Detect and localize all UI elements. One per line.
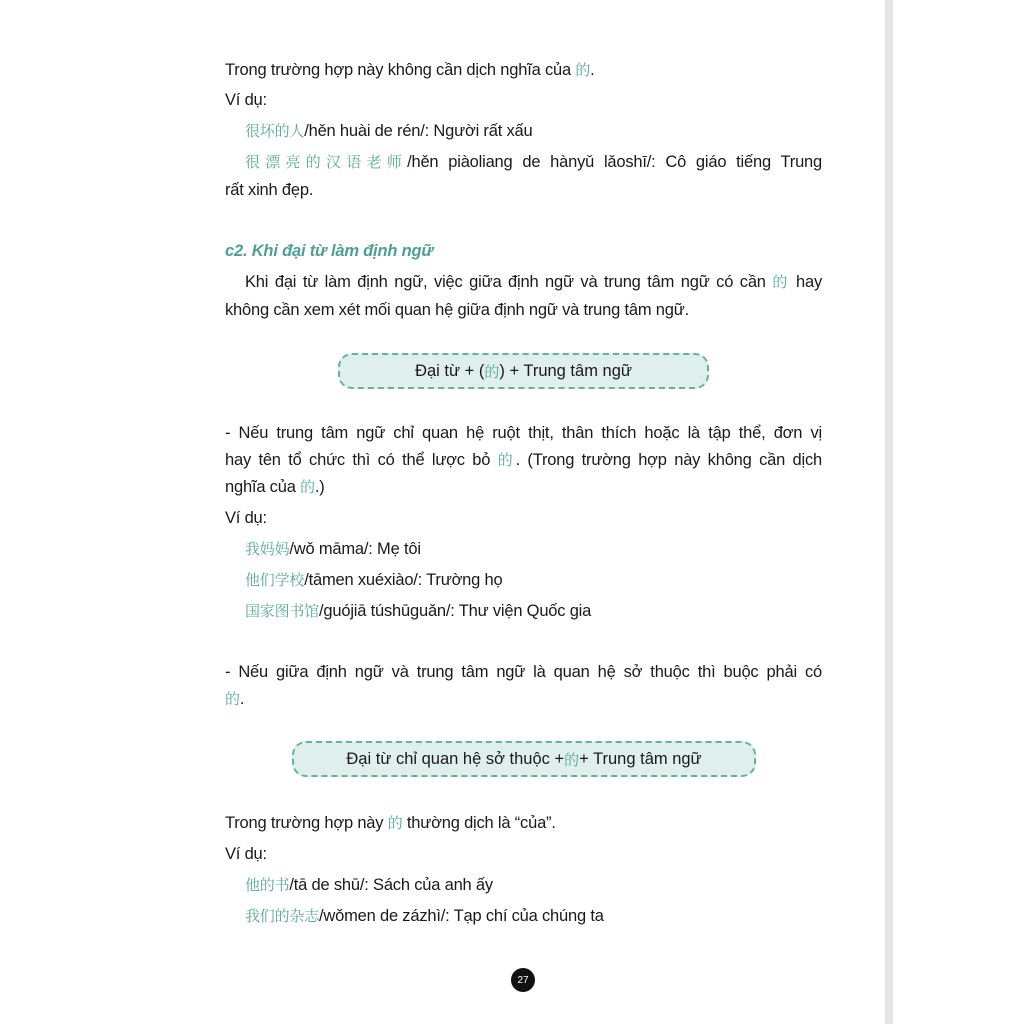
text: /hěn huài de rén/: Người rất xấu (304, 122, 533, 140)
text: . (239, 690, 245, 708)
chinese-text: 的 (300, 478, 315, 496)
text: Trong trường hợp này (225, 814, 388, 832)
example-label: Ví dụ: (225, 509, 267, 527)
text: ) + Trung tâm ngữ (499, 361, 632, 380)
paragraph-line: không cần xem xét mối quan hệ giữa định ngữ và trung tâm ngữ. (225, 301, 689, 319)
paragraph-line (225, 476, 822, 498)
text: hay (789, 273, 822, 291)
text: hay tên tổ chức thì có thể lược bỏ (225, 451, 498, 469)
text: /hěn piàoliang de hànyǔ lǎoshī/: Cô giáo tiếng Trung (407, 153, 822, 171)
example-item (245, 600, 822, 622)
text: /guójiā túshūguǎn/: Thư viện Quốc gia (319, 602, 592, 620)
chinese-text: 很漂亮的汉语老师 (245, 153, 408, 171)
text: /tāmen xuéxiào/: Trường họ (304, 571, 503, 589)
chinese-text: 他的书 (245, 876, 290, 894)
text: thường dịch là “của”. (402, 814, 556, 832)
chinese-text: 的 (772, 273, 790, 291)
chinese-text: 我们的杂志 (245, 907, 320, 925)
scrollbar-strip (885, 0, 893, 1024)
chinese-text: 的 (575, 61, 591, 79)
paragraph (245, 271, 822, 293)
text: nghĩa của (225, 478, 301, 496)
text: .) (314, 478, 325, 496)
text: /tā de shū/: Sách của anh ấy (289, 876, 493, 894)
example-item (245, 569, 822, 591)
text: /wǒmen de zázhì/: Tạp chí của chúng ta (319, 907, 604, 925)
example-label: Ví dụ: (225, 845, 267, 863)
paragraph-line (225, 688, 822, 710)
chinese-text: 他们学校 (245, 571, 305, 589)
chinese-text: 我妈妈 (245, 540, 290, 558)
example-label: Ví dụ: (225, 91, 267, 109)
text: /wǒ māma/: Mẹ tôi (289, 540, 421, 558)
text: Đại từ + ( (415, 361, 485, 380)
chinese-text: 的 (564, 750, 580, 769)
chinese-text: 的 (225, 690, 240, 708)
chinese-text: 国家图书馆 (245, 602, 320, 620)
chinese-text: 的 (484, 362, 500, 381)
text: . (Trong trường hợp này không cần dịch (515, 451, 823, 469)
text: Trong trường hợp này không cần dịch nghĩa của (225, 61, 576, 79)
chinese-text: 的 (387, 814, 403, 832)
text: Khi đại từ làm định ngữ, việc giữa định ngữ và trung tâm ngữ có cần (245, 273, 773, 291)
paragraph-line: - Nếu trung tâm ngữ chỉ quan hệ ruột thịt, thân thích hoặc là tập thể, đơn vị (225, 424, 822, 442)
text: . (590, 61, 595, 79)
paragraph-line: - Nếu giữa định ngữ và trung tâm ngữ là quan hệ sở thuộc thì buộc phải có (225, 663, 822, 681)
section-heading: c2. Khi đại từ làm định ngữ (225, 242, 433, 260)
paragraph-line (225, 449, 822, 471)
example-continuation: rất xinh đẹp. (225, 181, 314, 199)
text: + Trung tâm ngữ (579, 749, 702, 768)
example-item (245, 874, 822, 896)
formula-box (292, 741, 756, 777)
text: Đại từ chỉ quan hệ sở thuộc + (346, 749, 565, 768)
chinese-text: 的 (497, 451, 516, 469)
paragraph (225, 59, 822, 81)
paragraph (225, 812, 822, 834)
example-item (245, 538, 822, 560)
example-item (245, 120, 822, 142)
example-item (245, 151, 822, 173)
chinese-text: 很坏的人 (245, 122, 305, 140)
formula-box (338, 353, 709, 389)
example-item (245, 905, 822, 927)
page-number: 27 (511, 968, 535, 992)
